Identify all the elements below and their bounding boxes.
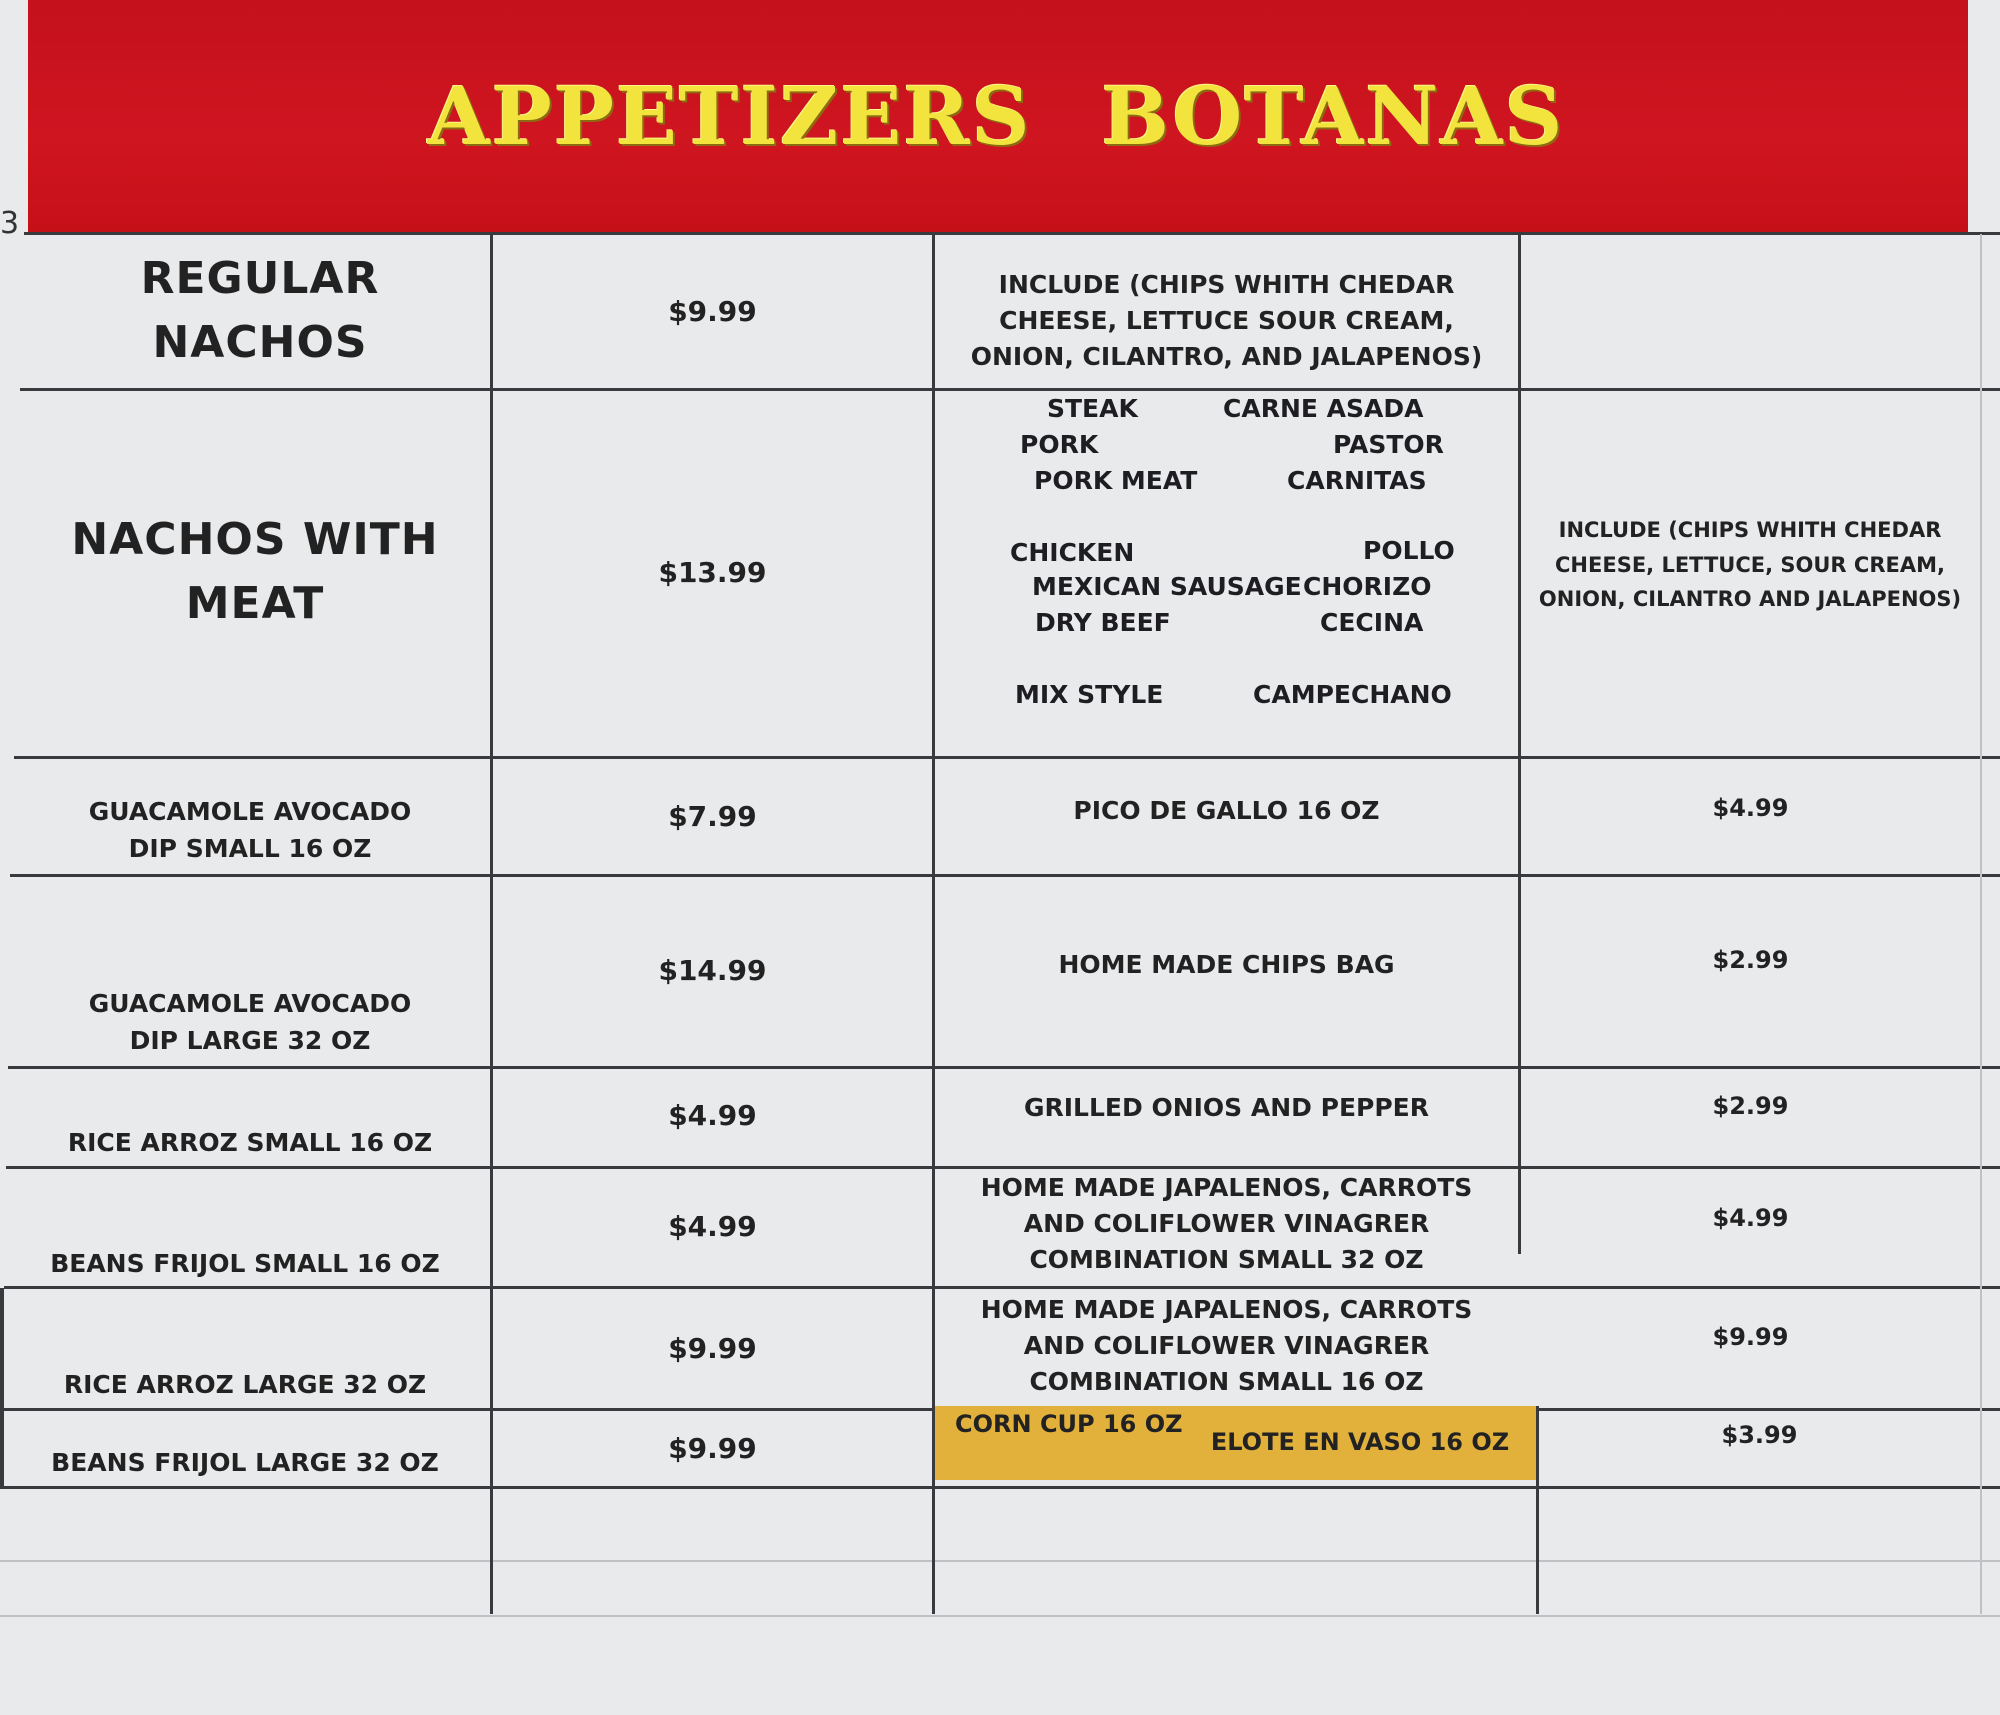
item-name-rice-large: RICE ARROZ LARGE 32 OZ: [63, 1370, 427, 1400]
nachos-with-meat-includes: INCLUDE (CHIPS WHITH CHEDAR CHEESE, LETTUCE, SOUR CREAM, ONION, CILANTRO AND JALAPENOS): [1538, 518, 1962, 612]
price-grilled-onions-and-pepper: $2.99: [1712, 1092, 1789, 1120]
price-nachos-with-meat: $13.99: [658, 555, 767, 589]
item-name-guacamole-small: GUACAMOLE AVOCADO DIP SMALL 16 OZ: [88, 796, 412, 863]
meat-carne-asada: CARNE ASADA: [1223, 394, 1424, 423]
meat-mexican-sausage: MEXICAN SAUSAGE: [1032, 572, 1302, 601]
price-beans-small: $4.99: [668, 1209, 757, 1243]
meat-campechano: CAMPECHANO: [1253, 680, 1452, 709]
price-rice-large: $9.99: [668, 1331, 757, 1365]
spreadsheet-row-number: 3: [0, 206, 20, 241]
item-name-guacamole-large: GUACAMOLE AVOCADO DIP LARGE 32 OZ: [88, 988, 412, 1055]
item-name-beans-large: BEANS FRIJOL LARGE 32 OZ: [51, 1448, 439, 1478]
meat-options-list: [935, 380, 1525, 750]
price-vinagrer-combination-32oz: $4.99: [1712, 1204, 1789, 1232]
item-name-rice-small: RICE ARROZ SMALL 16 OZ: [67, 1128, 433, 1158]
item-name-nachos-with-meat: NACHOS WITH MEAT: [71, 514, 439, 629]
item-name-grilled-onions-and-pepper: GRILLED ONIOS AND PEPPER: [1023, 1092, 1429, 1122]
item-name-home-made-chips-bag: HOME MADE CHIPS BAG: [1058, 949, 1395, 979]
meat-pollo: POLLO: [1363, 536, 1455, 565]
price-vinagrer-combination-16oz: $9.99: [1712, 1323, 1789, 1351]
price-home-made-chips-bag: $2.99: [1712, 946, 1789, 974]
price-beans-large: $9.99: [668, 1431, 757, 1465]
price-guacamole-large: $14.99: [658, 953, 767, 987]
meat-chorizo: CHORIZO: [1303, 572, 1432, 601]
meat-pastor: PASTOR: [1333, 430, 1444, 459]
meat-dry-beef: DRY BEEF: [1035, 608, 1171, 637]
regular-nachos-includes: INCLUDE (CHIPS WHITH CHEDAR CHEESE, LETTUCE SOUR CREAM, ONION, CILANTRO, AND JALAPENOS): [970, 269, 1483, 372]
price-regular-nachos: $9.99: [668, 294, 757, 328]
item-name-corn-cup: CORN CUP 16 OZ: [955, 1409, 1183, 1438]
meat-mix-style: MIX STYLE: [1015, 680, 1164, 709]
item-name-regular-nachos: REGULAR NACHOS: [140, 253, 380, 368]
item-name-elote-en-vaso: ELOTE EN VASO 16 OZ: [1210, 1427, 1510, 1456]
meat-pork: PORK: [1020, 430, 1099, 459]
meat-steak: STEAK: [1047, 394, 1138, 423]
price-pico-de-gallo: $4.99: [1712, 794, 1789, 822]
item-name-vinagrer-combination-16oz: HOME MADE JAPALENOS, CARROTS AND COLIFLOWER VINAGRER COMBINATION SMALL 16 OZ: [980, 1294, 1473, 1397]
meat-carnitas: CARNITAS: [1287, 466, 1427, 495]
meat-cecina: CECINA: [1320, 608, 1424, 637]
item-name-beans-small: BEANS FRIJOL SMALL 16 OZ: [50, 1249, 440, 1279]
price-corn-cup: $3.99: [1721, 1421, 1798, 1449]
item-name-vinagrer-combination-32oz: HOME MADE JAPALENOS, CARROTS AND COLIFLOWER VINAGRER COMBINATION SMALL 32 OZ: [980, 1172, 1473, 1275]
menu-title: APPETIZERS BOTANAS: [427, 69, 1565, 163]
item-name-pico-de-gallo: PICO DE GALLO 16 OZ: [1073, 795, 1380, 825]
meat-chicken: CHICKEN: [1010, 538, 1135, 567]
price-rice-small: $4.99: [668, 1098, 757, 1132]
price-guacamole-small: $7.99: [668, 799, 757, 833]
meat-pork-meat: PORK MEAT: [1034, 466, 1198, 495]
